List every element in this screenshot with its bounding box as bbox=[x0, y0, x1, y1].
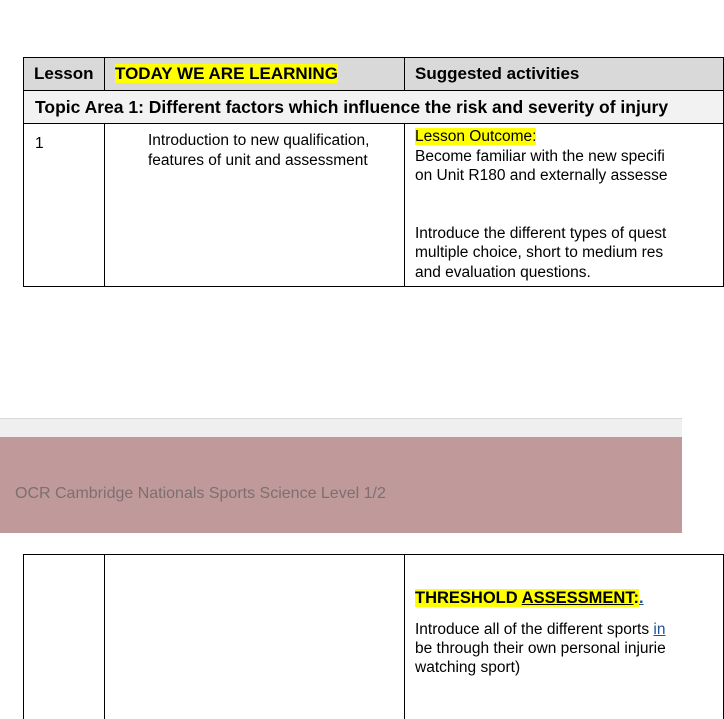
lesson-cell bbox=[24, 555, 105, 719]
lesson-outcome-label: Lesson Outcome: bbox=[415, 128, 536, 145]
activity-line: and evaluation questions. bbox=[415, 263, 723, 283]
learning-line: Introduction to new qualification, bbox=[148, 131, 404, 151]
lesson-number: 1 bbox=[24, 124, 105, 287]
threshold-assessment-heading: THRESHOLD ASSESSMENT:. bbox=[415, 589, 723, 608]
topic-area-row bbox=[24, 91, 724, 124]
lesson-plan-table-continued bbox=[23, 554, 724, 719]
inline-link[interactable]: in bbox=[653, 621, 665, 638]
footer-text: OCR Cambridge Nationals Sports Science Level 1/2 bbox=[15, 485, 386, 503]
page-gap bbox=[0, 418, 682, 437]
activity-line: Introduce all of the different sports in bbox=[415, 620, 723, 639]
activities-cell bbox=[405, 555, 724, 719]
document-page-2 bbox=[0, 533, 682, 662]
activity-line: watching sport) bbox=[415, 658, 723, 677]
table-header-row bbox=[24, 58, 724, 91]
activity-line: on Unit R180 and externally assesse bbox=[415, 166, 723, 186]
header-learning bbox=[105, 58, 405, 91]
learning-line: features of unit and assessment bbox=[148, 151, 404, 171]
table-row bbox=[24, 124, 724, 287]
learning-cell bbox=[105, 124, 405, 287]
table-row bbox=[24, 555, 724, 719]
page-footer bbox=[0, 437, 682, 533]
activity-line: Introduce the different types of quest bbox=[415, 224, 723, 244]
activity-line: multiple choice, short to medium res bbox=[415, 243, 723, 263]
header-learning-highlight: TODAY WE ARE LEARNING bbox=[115, 64, 338, 83]
activity-line: be through their own personal injurie bbox=[415, 639, 723, 658]
header-lesson: Lesson bbox=[24, 58, 105, 91]
header-activities: Suggested activities bbox=[405, 58, 724, 91]
learning-cell bbox=[105, 555, 405, 719]
topic-area-title: Topic Area 1: Different factors which influence the risk and severity of injury bbox=[24, 91, 724, 124]
lesson-plan-table bbox=[23, 57, 724, 287]
activity-line: Become familiar with the new specifi bbox=[415, 147, 723, 167]
activities-cell bbox=[405, 124, 724, 287]
